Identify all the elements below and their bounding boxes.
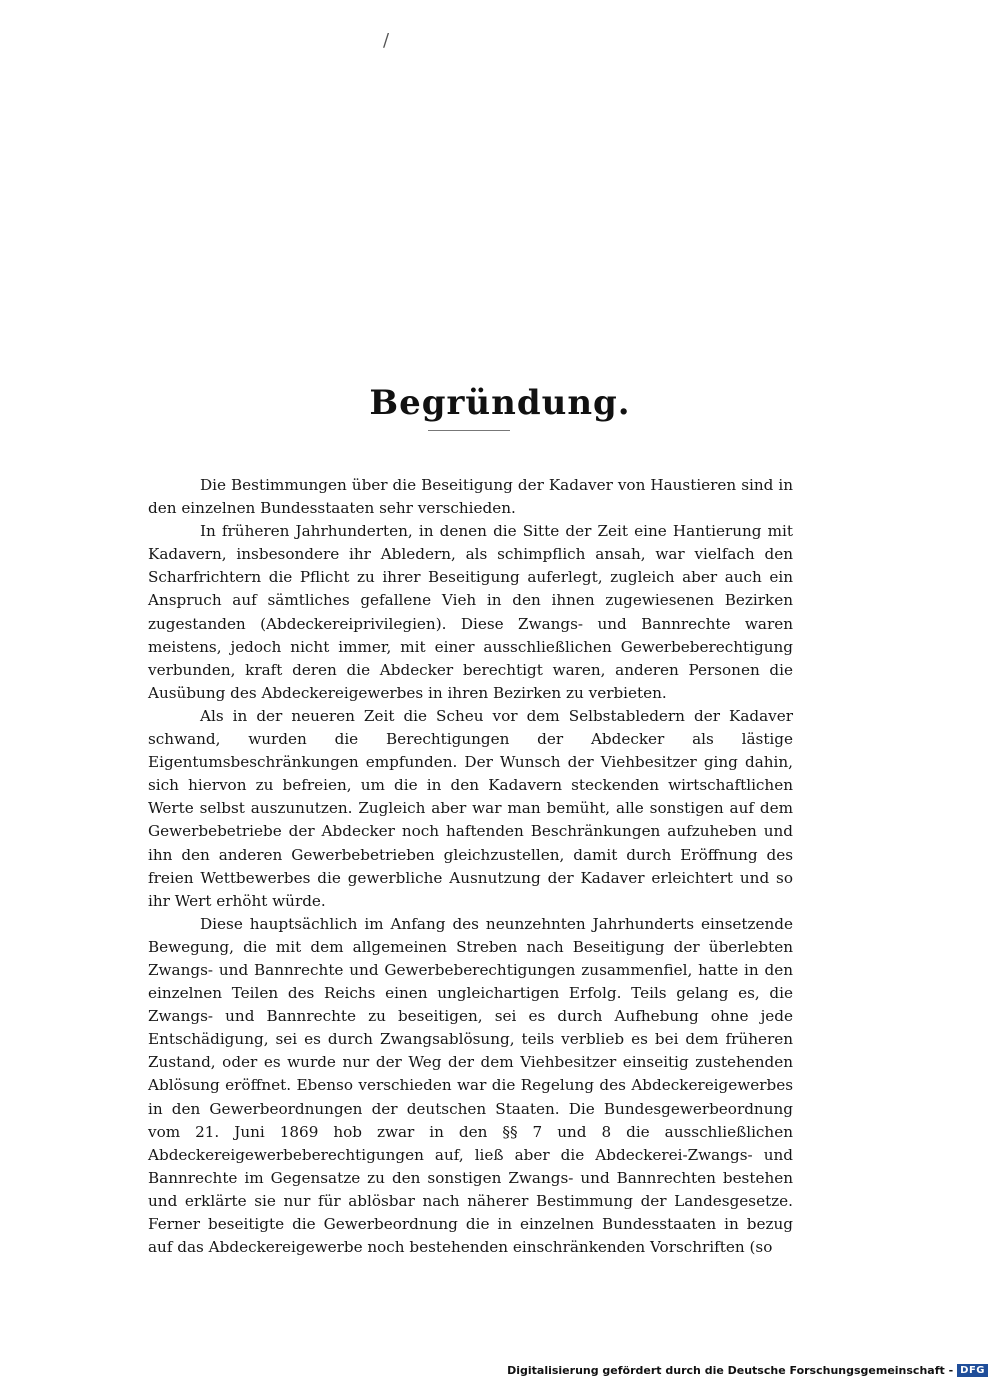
paragraph-2: In früheren Jahrhunderten, in denen die Sitte der Zeit eine Hantierung mit Kadavern, insbesondere ihr Abledern, als schimpflich ansah, war vielfach den Scharfrichtern die Pflicht zu ihrer Beseitigung auferlegt, zugleich aber auch ein Anspruch auf sämtliches gefallene Vieh in den ihnen zugewiesenen Bezirken zugestanden (Abdeckereiprivilegien). Diese Zwangs- und Bannrechte waren meistens, jedoch nicht immer, mit einer ausschließlichen Gewerbeberechtigung verbunden, kraft deren die Abdecker berechtigt waren, anderen Personen die Ausübung des Abdeckereigewerbes in ihren Bezirken zu verbieten.: [148, 522, 793, 702]
body-text: [148, 474, 793, 1259]
digitization-footer: [507, 1364, 988, 1377]
footer-text: Digitalisierung gefördert durch die Deutsche Forschungsgemeinschaft -: [507, 1364, 954, 1377]
dfg-logo-icon: DFG: [957, 1364, 988, 1377]
title-divider: [428, 430, 510, 431]
paragraph-1: Die Bestimmungen über die Beseitigung der Kadaver von Haustieren sind in den einzelnen Bundesstaaten sehr verschieden.: [148, 476, 793, 518]
page-mark: /: [383, 30, 390, 51]
paragraph-4: Diese hauptsächlich im Anfang des neunzehnten Jahrhunderts einsetzende Bewegung, die mit dem allgemeinen Streben nach Beseitigung der überlebten Zwangs- und Bannrechte und Gewerbeberechtigungen zusammenfiel, hatte in den einzelnen Teilen des Reichs einen ungleichartigen Erfolg. Teils gelang es, die Zwangs- und Bannrechte zu beseitigen, sei es durch Aufhebung ohne jede Entschädigung, sei es durch Zwangsablösung, teils verblieb es bei dem früheren Zustand, oder es wurde nur der Weg der dem Viehbesitzer einseitig zustehenden Ablösung eröffnet. Ebenso verschieden war die Regelung des Abdeckereigewerbes in den Gewerbeordnungen der deutschen Staaten. Die Bundesgewerbeordnung vom 21. Juni 1869 hob zwar in den §§ 7 und 8 die ausschließlichen Abdeckereigewerbeberechtigungen auf, ließ aber die Abdeckerei-Zwangs- und Bannrechte im Gegensatze zu den sonstigen Zwangs- und Bannrechten bestehen und erklärte sie nur für ablösbar nach näherer Bestimmung der Landesgesetze. Ferner beseitigte die Gewerbeordnung die in einzelnen Bundesstaaten in bezug auf das Abdeckereigewerbe noch bestehenden einschränkenden Vorschriften (so: [148, 914, 793, 1257]
paragraph-3: Als in der neueren Zeit die Scheu vor dem Selbstabledern der Kadaver schwand, wurden die Berechtigungen der Abdecker als lästige Eigentumsbeschränkungen empfunden. Der Wunsch der Viehbesitzer ging dahin, sich hiervon zu befreien, um die in den Kadavern steckenden wirtschaftlichen Werte selbst auszunutzen. Zugleich aber war man bemüht, alle sonstigen auf dem Gewerbebetriebe der Abdecker noch haftenden Beschränkungen aufzuheben und ihn den anderen Gewerbebetrieben gleichzustellen, damit durch Eröffnung des freien Wettbewerbes die gewerbliche Ausnutzung der Kadaver erleichtert und so ihr Wert erhöht würde.: [148, 706, 793, 910]
page-title: Begründung.: [369, 382, 631, 423]
